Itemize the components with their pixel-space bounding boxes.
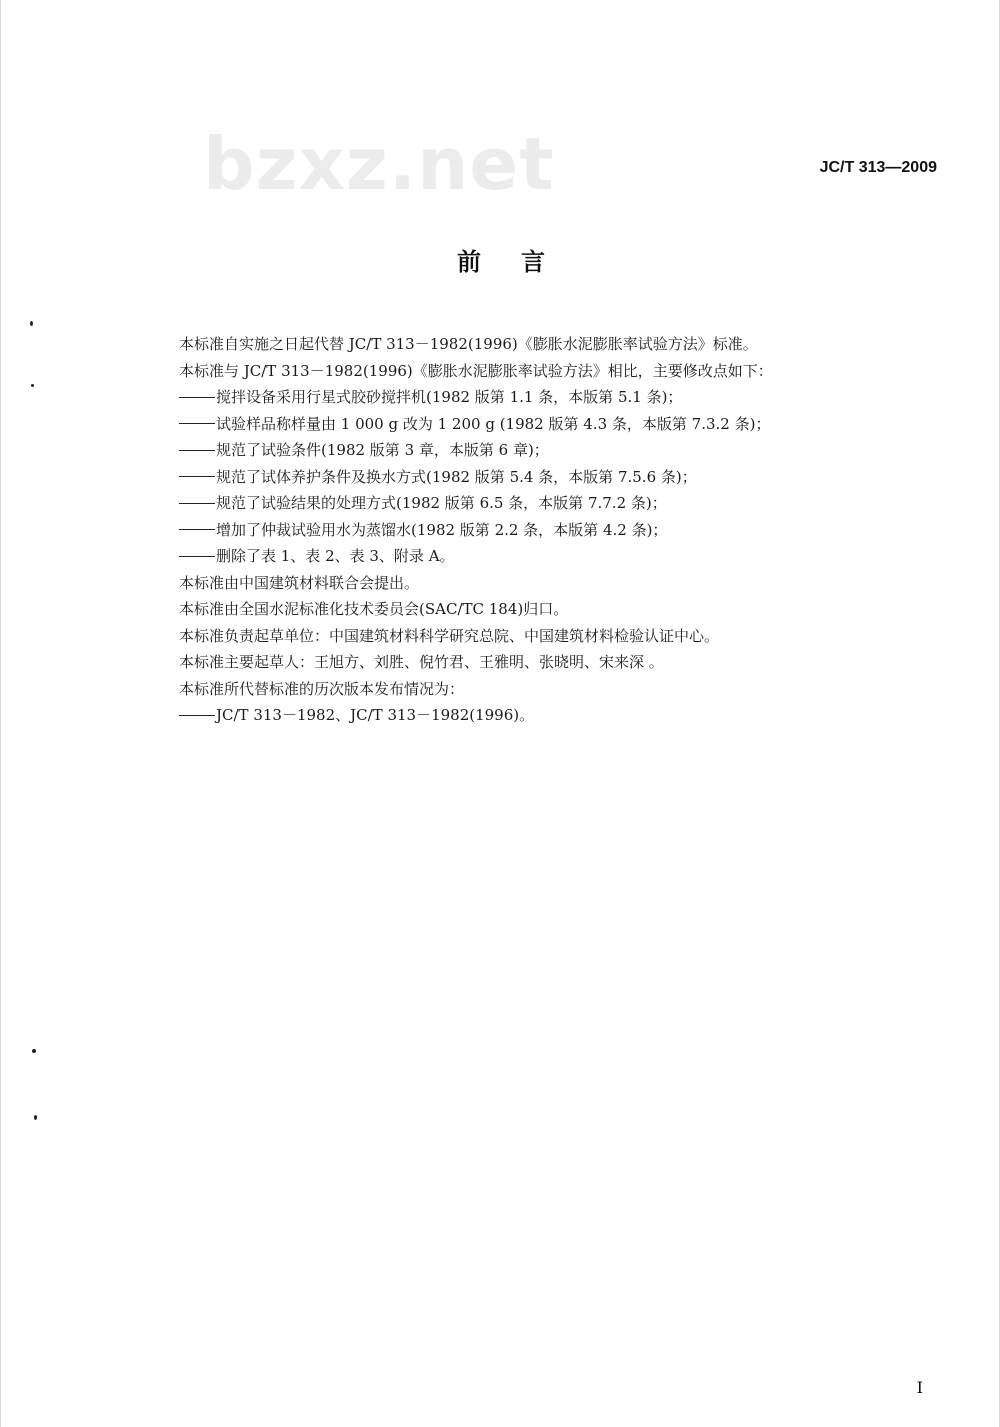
- paragraph: [179, 676, 939, 703]
- dash-marker: [179, 529, 215, 530]
- dash-marker: [179, 476, 215, 477]
- dash-marker: [179, 556, 215, 557]
- paragraph-text: 本标准与 JC/T 313－1982(1996)《膨胀水泥膨胀率试验方法》相比，主要修改点如下：: [179, 361, 773, 380]
- bullet-item: [179, 464, 939, 491]
- bullet-item: [179, 490, 939, 517]
- paragraph-text: 搅拌设备采用行星式胶砂搅拌机(1982 版第 1.1 条，本版第 5.1 条)；: [216, 388, 683, 406]
- bullet-item: [179, 411, 939, 438]
- dash-marker: [179, 397, 215, 398]
- dash-marker: [179, 503, 215, 504]
- paragraph-text: JC/T 313－1982、JC/T 313－1982(1996)。: [216, 706, 535, 724]
- paragraph: [179, 570, 939, 597]
- paragraph-text: 本标准主要起草人：王旭方、刘胜、倪竹君、王雅明、张晓明、宋来深 。: [179, 653, 664, 671]
- bullet-item: [179, 517, 939, 544]
- scan-speck: [31, 384, 34, 387]
- paragraph: [179, 623, 939, 650]
- scan-speck: [34, 1115, 37, 1120]
- paragraph: [179, 596, 939, 623]
- paragraph-text: 试验样品称样量由 1 000 g 改为 1 200 g (1982 版第 4.3 条，本版第 7.3.2 条)；: [216, 414, 771, 433]
- dash-marker: [179, 450, 215, 451]
- paragraph-text: 规范了试体养护条件及换水方式(1982 版第 5.4 条，本版第 7.5.6 条)；: [216, 467, 697, 486]
- bullet-item: [179, 543, 939, 570]
- paragraph: [179, 649, 939, 676]
- dash-marker: [179, 715, 215, 716]
- watermark: bzxz.net: [203, 122, 555, 206]
- foreword-body: [179, 331, 939, 729]
- paragraph-text: 规范了试验结果的处理方式(1982 版第 6.5 条，本版第 7.7.2 条)；: [216, 494, 667, 512]
- paragraph: [179, 358, 939, 385]
- bullet-item: [179, 384, 939, 411]
- bullet-item: [179, 437, 939, 464]
- paragraph-text: 本标准由中国建筑材料联合会提出。: [179, 573, 420, 592]
- scan-speck: [32, 1049, 36, 1053]
- paragraph: [179, 331, 939, 358]
- paragraph-text: 增加了仲裁试验用水为蒸馏水(1982 版第 2.2 条，本版第 4.2 条)；: [216, 520, 668, 539]
- paragraph-text: 删除了表 1、表 2、表 3、附录 A。: [216, 547, 455, 565]
- paragraph-text: 本标准由全国水泥标准化技术委员会(SAC/TC 184)归口。: [179, 600, 569, 618]
- dash-marker: [179, 423, 215, 424]
- paragraph-text: 本标准负责起草单位：中国建筑材料科学研究总院、中国建筑材料检验认证中心。: [179, 626, 720, 645]
- page-title: 前言: [457, 248, 585, 276]
- page-number: I: [916, 1378, 923, 1397]
- standard-code: JC/T 313—2009: [819, 159, 937, 176]
- paragraph-text: 本标准自实施之日起代替 JC/T 313－1982(1996)《膨胀水泥膨胀率试验方法》标准。: [179, 335, 758, 353]
- scan-speck: [30, 321, 33, 326]
- bullet-item: [179, 702, 939, 729]
- paragraph-text: 本标准所代替标准的历次版本发布情况为：: [179, 679, 465, 698]
- paragraph-text: 规范了试验条件(1982 版第 3 章，本版第 6 章)；: [216, 441, 549, 459]
